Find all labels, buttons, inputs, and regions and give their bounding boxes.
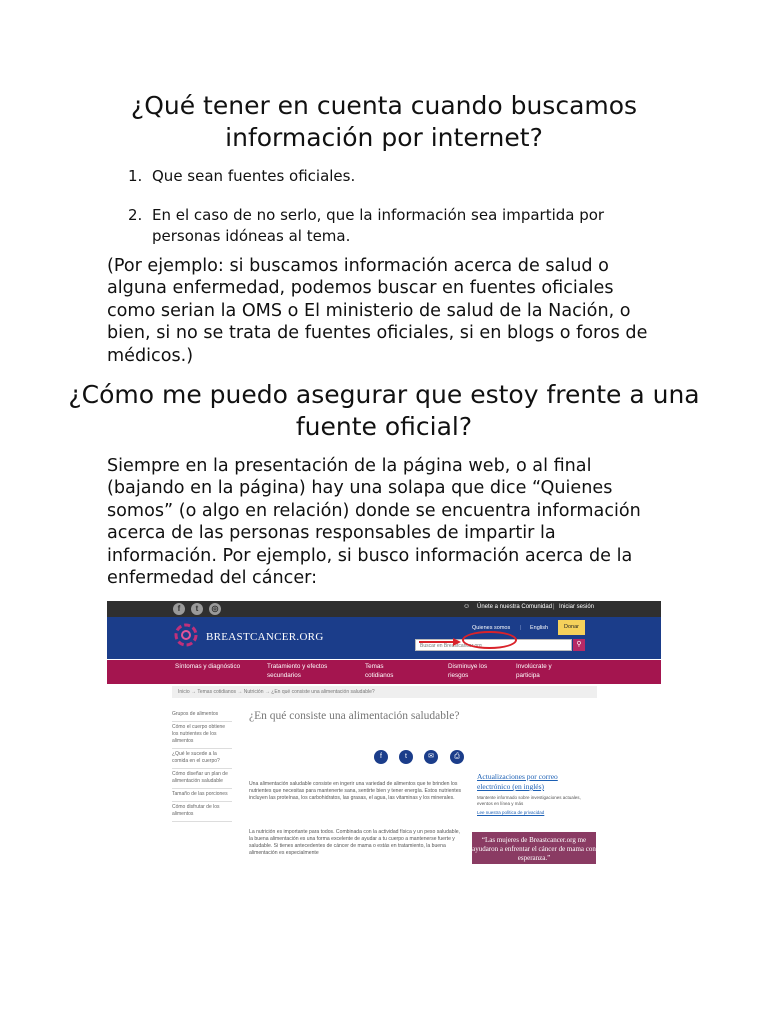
nav-item-treatment[interactable]: Tratamiento y efectos secundarios [267, 663, 328, 679]
list-text: En el caso de no serlo, que la información sea impartida por personas idóneas al tema. [152, 206, 605, 245]
email-icon[interactable]: ✉ [424, 750, 438, 764]
login-link[interactable]: Iniciar sesión [559, 604, 595, 610]
article-paragraph: La nutrición es importante para todos. Combinada con la actividad física y un peso saludable, la buena alimentación es una forma excelente de ayudar a tu cuerpo a mantenerse fuerte y saludable. Si tienes antecedentes de cáncer de mama o estás en tratamiento, la buena alimentación es especialmente [249, 829, 460, 856]
sidebar-item[interactable]: Tamaño de las porciones [172, 789, 232, 802]
sidebar-item[interactable]: Cómo diseñar un plan de alimentación saludable [172, 769, 232, 789]
highlight-circle [462, 631, 517, 649]
sidebar-item[interactable]: ¿Qué le sucede a la comida en el cuerpo? [172, 749, 232, 769]
twitter-icon[interactable]: t [191, 603, 203, 615]
explanation-paragraph: Siempre en la presentación de la página web, o al final (bajando en la página) hay una solapa que dice “Quienes somos” (o algo en relación) donde se encuentra información acerca de las personas responsables de impartir la información. Por ejemplo, si busco información acerca de la enfermedad del cáncer: [107, 456, 641, 589]
topbar-divider: | [553, 604, 555, 610]
join-community-link[interactable]: Únete a nuestra Comunidad [477, 604, 553, 610]
sidebar-item[interactable]: Grupos de alimentos [172, 709, 232, 722]
list-text: Que sean fuentes oficiales. [152, 167, 356, 185]
nav-item-daily-topics[interactable]: Temas cotidianos [365, 663, 394, 679]
facebook-icon[interactable]: f [173, 603, 185, 615]
breadcrumb[interactable]: Inicio → Temas cotidianos → Nutrición → ¿En qué consiste una alimentación saludable? [172, 686, 597, 698]
testimonial-banner[interactable]: “Las mujeres de Breastcancer.org me ayudaron a enfrentar el cáncer de mama con esperanza.” [472, 832, 596, 864]
heading-official-source: ¿Cómo me puedo asegurar que estoy frente a una fuente oficial? [68, 380, 700, 441]
nav-item-symptoms[interactable]: Síntomas y diagnóstico [175, 663, 241, 670]
list-number: 2. [128, 206, 143, 224]
website-screenshot [107, 601, 661, 864]
pink-ribbon-logo-icon[interactable] [174, 623, 198, 647]
example-paragraph: (Por ejemplo: si buscamos información acerca de salud o alguna enfermedad, podemos buscar en fuentes oficiales como serian la OMS o El ministerio de salud de la Nación, o bien, si no se trata de fuentes oficiales, si en blogs o foros de médicos.) [107, 256, 648, 366]
list-number: 1. [128, 167, 143, 185]
heading-search-tips: ¿Qué tener en cuenta cuando buscamos información por internet? [130, 91, 638, 152]
site-topbar [107, 601, 661, 617]
instagram-icon[interactable]: ◎ [209, 603, 221, 615]
nav-item-reduce-risk[interactable]: Disminuye los riesgos [448, 663, 488, 679]
article-paragraph: Una alimentación saludable consiste en ingerir una variedad de alimentos que te brinden los nutrientes que necesitas para mantenerte sana, sentirte bien y tener energía. Estos nutrientes incluyen las proteínas, los carbohidratos, las grasas, el agua, las vitaminas y los minerales. [249, 781, 462, 801]
header-divider: | [520, 625, 522, 631]
highlight-arrow [419, 641, 457, 643]
nav-item-get-involved[interactable]: Involúcrate y participa [516, 663, 552, 679]
facebook-icon[interactable]: f [374, 750, 388, 764]
site-search-input[interactable]: Buscar en Breastcancer.org [415, 639, 572, 651]
print-icon[interactable]: ⎙ [450, 750, 464, 764]
privacy-policy-link[interactable]: Lee nuestra política de privacidad [477, 810, 545, 815]
community-icon: ☺ [463, 603, 471, 610]
donate-button[interactable]: Donar [558, 620, 585, 635]
sidebar-menu [172, 709, 232, 822]
sidebar-item[interactable]: Cómo el cuerpo obtiene los nutrientes de los alimentos [172, 722, 232, 749]
english-link[interactable]: English [530, 625, 549, 631]
sidebar-item[interactable]: Cómo disfrutar de los alimentos [172, 802, 232, 822]
arrow-head-icon [453, 638, 461, 646]
email-updates-text: Mantente informado sobre investigaciones actuales, eventos en línea y más [477, 795, 581, 806]
about-us-link[interactable]: Quienes somos [472, 625, 511, 631]
site-nav [107, 659, 661, 684]
email-updates-title[interactable]: Actualizaciones por correo electrónico (en inglés) [477, 772, 558, 791]
twitter-icon[interactable]: t [399, 750, 413, 764]
search-icon[interactable]: ⚲ [573, 639, 585, 651]
site-logo-text[interactable]: BREASTCANCER.ORG [206, 631, 324, 643]
article-title: ¿En qué consiste una alimentación saludable? [249, 710, 460, 722]
site-header [107, 617, 661, 659]
